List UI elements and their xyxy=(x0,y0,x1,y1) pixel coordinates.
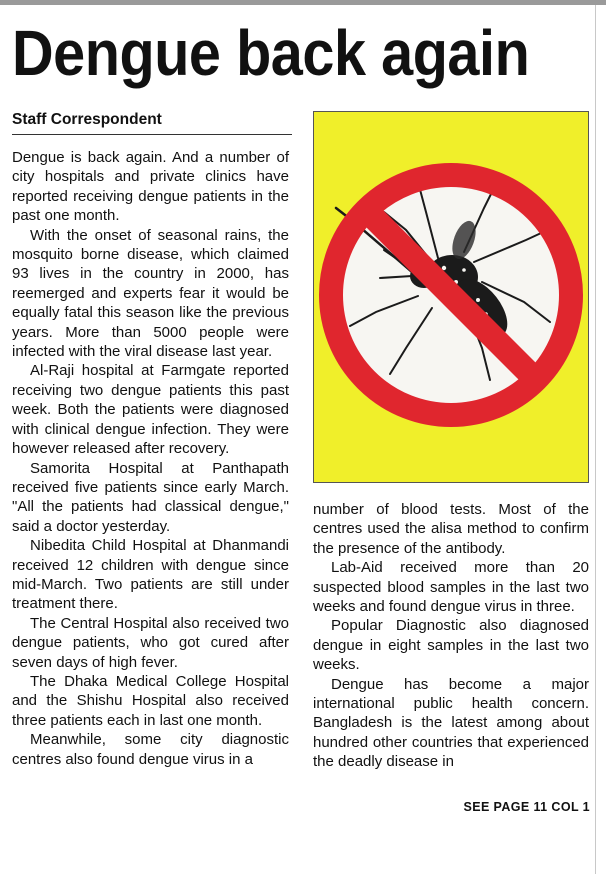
article-photo xyxy=(313,111,589,483)
paragraph: Samorita Hospital at Panthapath received five patients since early March. "All the patients had classical dengue," said a doctor yesterday. xyxy=(12,459,289,535)
continuation-note: SEE PAGE 11 COL 1 xyxy=(463,800,590,814)
article-column-2 xyxy=(313,500,589,772)
paragraph: The Central Hospital also received two dengue patients, who got cured after seven days of high fever. xyxy=(12,614,289,671)
article-headline: Dengue back again xyxy=(12,17,530,89)
no-mosquito-sign-icon xyxy=(314,112,588,482)
top-rule xyxy=(0,0,606,5)
paragraph: Nibedita Child Hospital at Dhanmandi received 12 children with dengue since mid-March. Two patients are still under treatment there. xyxy=(12,537,289,613)
byline: Staff Correspondent xyxy=(12,110,292,135)
paragraph: Dengue has become a major international public health concern. Bangladesh is the latest among about hundred other countries that experienced the deadly disease in xyxy=(313,675,589,771)
paragraph: Lab-Aid received more than 20 suspected blood samples in the last two weeks and found dengue virus in three. xyxy=(313,559,589,616)
paragraph: With the onset of seasonal rains, the mosquito borne disease, which claimed 93 lives in the country in 2000, has reemerged and experts fear it would be equally fatal this season like the previous years. More than 5000 people were infected with the viral disease last year. xyxy=(12,226,289,361)
paragraph: Dengue is back again. And a number of city hospitals and private clinics have reported receiving dengue patients in the past one month. xyxy=(12,149,289,225)
paragraph: Al-Raji hospital at Farmgate reported receiving two dengue patients this past week. Both the patients were diagnosed with clinical dengue infection. They were however released after recovery. xyxy=(12,362,289,458)
paragraph: Meanwhile, some city diagnostic centres also found dengue virus in a xyxy=(12,731,289,768)
paragraph: The Dhaka Medical College Hospital and the Shishu Hospital also received three patients each in last one month. xyxy=(12,672,289,729)
column-edge-rule xyxy=(595,5,596,874)
paragraph: number of blood tests. Most of the centres used the alisa method to confirm the presence of the antibody. xyxy=(313,501,589,557)
paragraph: Popular Diagnostic also diagnosed dengue in eight samples in the last two weeks. xyxy=(313,617,589,674)
article-column-1 xyxy=(12,148,289,769)
